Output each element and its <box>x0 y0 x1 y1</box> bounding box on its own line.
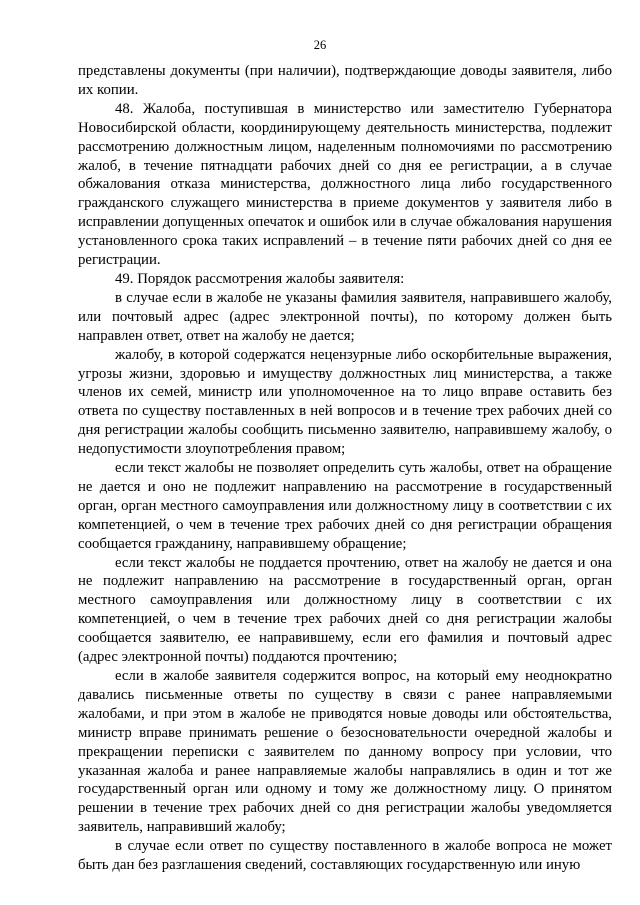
paragraph: если в жалобе заявителя содержится вопрос, на который ему неоднократно давались письменные ответы по существу в связи с ранее направляемыми жалобами, и при этом в жалобе не приводятся новые доводы или обстоятельства, министр вправе принимать решение о безосновательности очередной жалобы и прекращении переписки с заявителем по данному вопросу при условии, что указанная жалоба и ранее направляемые жалобы направлялись в один и тот же государственный орган или одному и тому же должностному лицу. О принятом решении в течение трех рабочих дней со дня регистрации жалобы уведомляется заявитель, направивший жалобу; <box>78 668 612 836</box>
paragraph: 49. Порядок рассмотрения жалобы заявителя: <box>115 270 405 287</box>
page-number: 26 <box>313 38 327 52</box>
paragraph: если текст жалобы не позволяет определить суть жалобы, ответ на обращение не дается и оно не подлежит направлению на рассмотрение в государственный орган, орган местного самоуправления или должностному лицу в соответствии с их компетенцией, о чем в течение трех рабочих дней со дня регистрации обращения сообщается гражданину, направившему обращение; <box>78 460 612 552</box>
paragraph: в случае если в жалобе не указаны фамилия заявителя, направившего жалобу, или почтовый адрес (адрес электронной почты), по которому должен быть направлен ответ, ответ на жалобу не дается; <box>78 289 612 344</box>
document-body <box>78 62 612 875</box>
paragraph: если текст жалобы не поддается прочтению, ответ на жалобу не дается и она не подлежит направлению на рассмотрение в государственный орган, орган местного самоуправления или должностному лицу в соответствии с их компетенцией, о чем в течение трех рабочих дней со дня регистрации жалобы сообщается заявителю, ее направившему, если его фамилия и почтовый адрес (адрес электронной почты) поддаются прочтению; <box>78 554 612 666</box>
paragraph: представлены документы (при наличии), подтверждающие доводы заявителя, либо их копии. <box>78 63 612 98</box>
paragraph: жалобу, в которой содержатся нецензурные либо оскорбительные выражения, угрозы жизни, здоровью и имуществу должностных лиц министерства, а также членов их семей, министр или уполномоченное на то лицо вправе оставить без ответа по существу поставленных в ней вопросов и в течение трех рабочих дней со дня регистрации жалобы сообщить письменно заявителю, направившему жалобу, о недопустимости злоупотребления правом; <box>78 346 612 458</box>
paragraph: 48. Жалоба, поступившая в министерство или заместителю Губернатора Новосибирской области, координирующему деятельность министерства, подлежит рассмотрению должностным лицом, наделенным полномочиями по рассмотрению жалоб, в течение пятнадцати рабочих дней со дня ее регистрации, а в случае обжалования отказа министерства, должностного лица либо государственного гражданского служащего министерства в приеме документов у заявителя либо в исправлении допущенных опечаток и ошибок или в случае обжалования нарушения установленного срока таких исправлений – в течение пяти рабочих дней со дня ее регистрации. <box>78 100 612 269</box>
paragraph: в случае если ответ по существу поставленного в жалобе вопроса не может быть дан без разглашения сведений, составляющих государственную или иную <box>78 838 612 874</box>
